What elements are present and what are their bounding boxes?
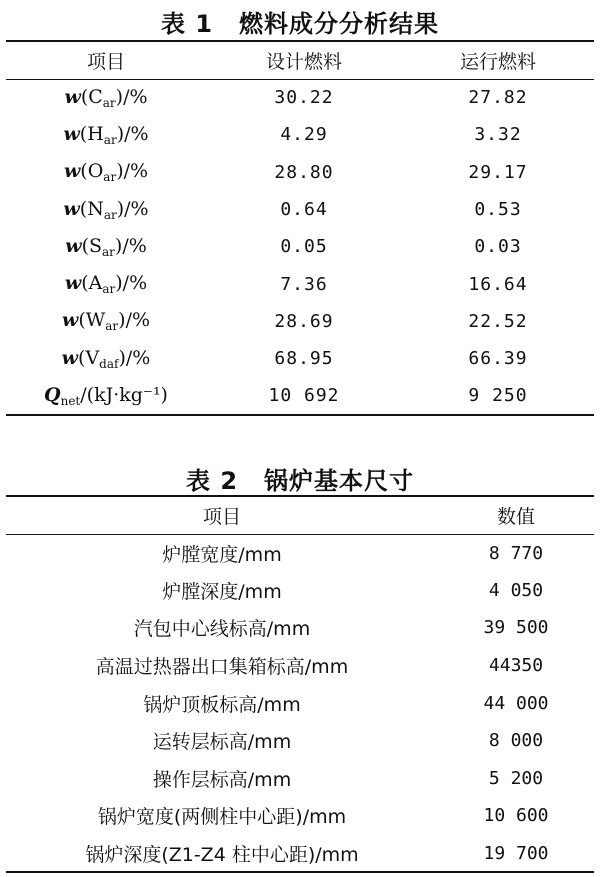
design-value: 68.95 xyxy=(274,348,334,370)
dimension-item: 炉膛深度/mm xyxy=(162,580,282,603)
param-cell xyxy=(6,191,206,228)
table-row xyxy=(6,154,594,191)
table-row xyxy=(6,835,594,873)
param-open: ( xyxy=(81,234,89,257)
table-row xyxy=(6,572,594,610)
design-value: 28.69 xyxy=(274,310,334,332)
param-cell xyxy=(6,116,206,153)
table-row xyxy=(6,79,594,116)
param-subscript: ar xyxy=(103,132,117,147)
param-base: C xyxy=(88,85,103,108)
table2-caption xyxy=(0,461,600,496)
param-open: ( xyxy=(81,272,89,295)
table-row xyxy=(6,303,594,340)
param-cell xyxy=(6,228,206,265)
table1-title: 燃料成分分析结果 xyxy=(239,10,440,38)
boiler-dimensions-table xyxy=(6,495,594,873)
dimension-item: 运转层标高/mm xyxy=(152,731,292,754)
dimension-item: 操作层标高/mm xyxy=(152,768,292,791)
table1-caption xyxy=(0,4,600,39)
param-unit: )/% xyxy=(116,197,149,220)
table-row xyxy=(6,534,594,572)
table-row xyxy=(6,684,594,722)
param-open: ( xyxy=(79,197,88,220)
param-subscript: ar xyxy=(103,207,117,222)
param-base: O xyxy=(87,160,104,183)
param-unit: )/% xyxy=(115,272,148,295)
param-symbol: w xyxy=(63,122,80,145)
table1-header-row xyxy=(6,41,594,79)
table-row xyxy=(6,228,594,265)
design-value: 10 692 xyxy=(268,385,340,407)
param-subscript: ar xyxy=(102,244,115,259)
table-row xyxy=(6,797,594,835)
operating-value: 22.52 xyxy=(468,310,528,332)
design-value: 0.64 xyxy=(280,199,328,221)
param-cell xyxy=(6,340,206,377)
table-row xyxy=(6,340,594,377)
operating-value: 29.17 xyxy=(468,161,528,183)
param-subscript: ar xyxy=(103,170,117,185)
param-unit: /(kJ·kg⁻¹) xyxy=(80,383,168,406)
param-subscript: ar xyxy=(102,95,116,110)
param-unit: )/% xyxy=(114,234,147,257)
dimension-item: 锅炉深度(Z1-Z4 柱中心距)/mm xyxy=(85,843,359,866)
dimension-item: 锅炉顶板标高/mm xyxy=(143,693,301,716)
param-symbol: w xyxy=(63,197,80,220)
param-base: S xyxy=(88,234,103,257)
dimension-item: 汽包中心线标高/mm xyxy=(133,618,311,641)
param-base: H xyxy=(87,122,104,145)
design-value: 30.22 xyxy=(274,87,334,109)
table-row xyxy=(6,377,594,414)
param-unit: )/% xyxy=(115,85,148,108)
table-row xyxy=(6,609,594,647)
table1-header-operating: 运行燃料 xyxy=(402,41,594,79)
table2-header-value: 数值 xyxy=(438,496,594,534)
table1-header-design: 设计燃料 xyxy=(206,41,402,79)
table2-header-item: 项目 xyxy=(6,496,438,534)
param-symbol: w xyxy=(64,272,82,295)
param-cell xyxy=(6,303,206,340)
param-symbol: w xyxy=(65,234,82,257)
param-open: ( xyxy=(78,309,86,332)
param-open: ( xyxy=(80,85,89,108)
dimension-item: 炉膛宽度/mm xyxy=(162,543,282,566)
table-row xyxy=(6,760,594,798)
table2-header-row xyxy=(6,496,594,534)
design-value: 7.36 xyxy=(280,273,328,295)
param-subscript: ar xyxy=(105,319,119,334)
param-symbol: w xyxy=(63,160,81,183)
dimension-value: 44350 xyxy=(488,655,544,677)
dimension-value: 8 770 xyxy=(488,542,544,564)
param-base: A xyxy=(88,272,103,295)
param-subscript: net xyxy=(60,393,81,408)
operating-value: 27.82 xyxy=(468,87,528,109)
param-subscript: ar xyxy=(102,282,116,297)
fuel-analysis-table xyxy=(6,40,594,416)
param-unit: )/% xyxy=(118,309,151,332)
operating-value: 3.32 xyxy=(474,124,522,146)
dimension-value: 39 500 xyxy=(483,617,549,639)
param-symbol: Q xyxy=(44,383,61,406)
table-row xyxy=(6,647,594,685)
param-cell xyxy=(6,265,206,302)
design-value: 28.80 xyxy=(274,161,334,183)
dimension-value: 19 700 xyxy=(483,842,549,864)
param-cell xyxy=(6,79,206,116)
operating-value: 66.39 xyxy=(468,348,528,370)
table-row xyxy=(6,722,594,760)
dimension-item: 高温过热器出口集箱标高/mm xyxy=(95,656,349,679)
param-base: V xyxy=(85,346,100,369)
dimension-item: 锅炉宽度(两侧柱中心距)/mm xyxy=(97,806,347,829)
param-open: ( xyxy=(78,346,86,369)
param-open: ( xyxy=(80,160,88,183)
operating-value: 0.03 xyxy=(474,236,522,258)
param-unit: )/% xyxy=(116,122,149,145)
param-cell xyxy=(6,154,206,191)
param-symbol: w xyxy=(61,309,79,332)
param-unit: )/% xyxy=(116,160,149,183)
param-symbol: w xyxy=(61,346,79,369)
param-subscript: daf xyxy=(99,356,119,371)
table-row xyxy=(6,191,594,228)
param-open: ( xyxy=(79,122,88,145)
operating-value: 0.53 xyxy=(474,199,522,221)
param-symbol: w xyxy=(64,85,81,108)
table-row xyxy=(6,265,594,302)
operating-value: 9 250 xyxy=(468,385,528,407)
param-unit: )/% xyxy=(118,346,151,369)
operating-value: 16.64 xyxy=(468,273,528,295)
design-value: 4.29 xyxy=(280,124,328,146)
param-base: W xyxy=(85,309,106,332)
table1-number: 表 1 xyxy=(160,10,214,38)
dimension-value: 8 000 xyxy=(488,730,544,752)
dimension-value: 10 600 xyxy=(483,805,549,827)
dimension-value: 44 000 xyxy=(483,692,549,714)
table2-number: 表 2 xyxy=(185,467,239,495)
table-row xyxy=(6,116,594,153)
table1-header-item: 项目 xyxy=(6,41,206,79)
table2-title: 锅炉基本尺寸 xyxy=(264,467,415,495)
dimension-value: 4 050 xyxy=(488,579,544,601)
param-cell xyxy=(6,377,206,414)
design-value: 0.05 xyxy=(280,236,328,258)
param-base: N xyxy=(87,197,104,220)
dimension-value: 5 200 xyxy=(488,767,544,789)
